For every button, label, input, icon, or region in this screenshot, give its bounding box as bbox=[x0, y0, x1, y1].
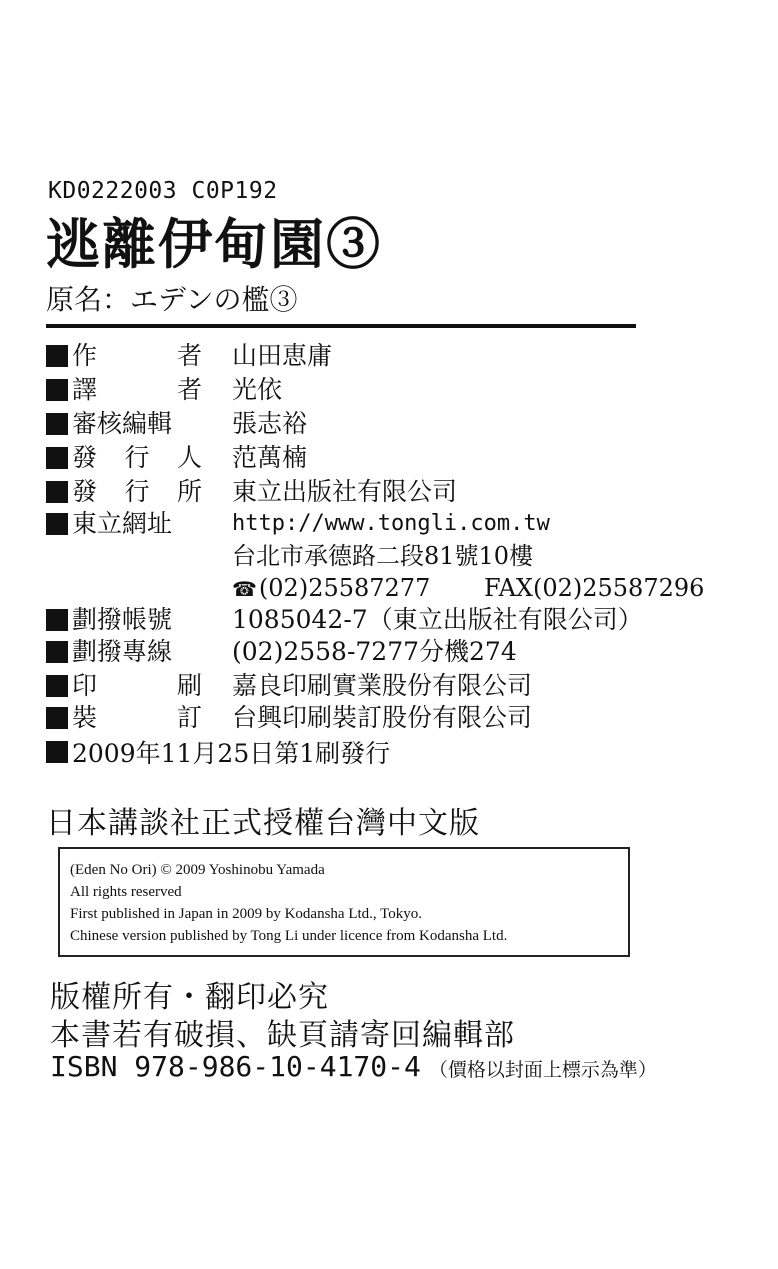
credit-label: 審核編輯 bbox=[72, 409, 173, 438]
rights-reserved: 版權所有・翻印必究 bbox=[50, 980, 329, 1015]
credit-label: 裝 訂 bbox=[72, 703, 202, 732]
isbn-number: ISBN 978-986-10-4170-4 bbox=[50, 1050, 421, 1083]
credit-label: 發 行 人 bbox=[72, 443, 202, 472]
credit-label: 劃撥帳號 bbox=[72, 605, 173, 634]
copyright-line: All rights reserved bbox=[70, 884, 182, 900]
credit-value: 張志裕 bbox=[232, 409, 308, 438]
credit-value: 山田恵庸 bbox=[232, 341, 333, 370]
credit-label: 作 者 bbox=[72, 341, 202, 370]
damage-return-note: 本書若有破損、缺頁請寄回編輯部 bbox=[50, 1018, 515, 1053]
bullet-square bbox=[46, 675, 68, 697]
isbn-line bbox=[50, 1050, 657, 1083]
license-note: 日本講談社正式授權台灣中文版 bbox=[46, 806, 480, 841]
phone-number: (02)25587277 bbox=[258, 574, 431, 602]
credit-label: 譯 者 bbox=[72, 375, 202, 404]
address-line: 台北市承德路二段81號10樓 bbox=[232, 542, 534, 570]
credit-value: (02)2558-7277分機274 bbox=[232, 637, 517, 666]
credit-value: 1085042-7（東立出版社有限公司） bbox=[232, 605, 643, 634]
product-code: KD0222003 C0P192 bbox=[48, 178, 278, 204]
bullet-square bbox=[46, 741, 68, 763]
fax-number: FAX(02)25587296 bbox=[484, 574, 705, 602]
bullet-square bbox=[46, 481, 68, 503]
credit-value: 東立出版社有限公司 bbox=[232, 477, 458, 506]
bullet-square bbox=[46, 609, 68, 631]
credit-value: 台興印刷裝訂股份有限公司 bbox=[232, 703, 533, 732]
credit-label: 印 刷 bbox=[72, 671, 202, 700]
credit-label: 發 行 所 bbox=[72, 477, 202, 506]
contact-line bbox=[232, 572, 705, 604]
bullet-square bbox=[46, 641, 68, 663]
bullet-square bbox=[46, 345, 68, 367]
credit-label: 東立網址 bbox=[72, 509, 173, 538]
credit-value: 嘉良印刷實業股份有限公司 bbox=[232, 671, 533, 700]
book-title: 逃離伊甸園③ bbox=[46, 212, 382, 276]
credit-value: 范萬楠 bbox=[232, 443, 308, 472]
original-title: 原名：エデンの檻③ bbox=[46, 283, 298, 316]
bullet-square bbox=[46, 379, 68, 401]
bullet-square bbox=[46, 447, 68, 469]
website-url[interactable]: http://www.tongli.com.tw bbox=[232, 511, 550, 536]
bullet-square bbox=[46, 413, 68, 435]
copyright-line: Chinese version published by Tong Li under licence from Kodansha Ltd. bbox=[70, 928, 508, 944]
bullet-square bbox=[46, 513, 68, 535]
copyright-line: (Eden No Ori) © 2009 Yoshinobu Yamada bbox=[70, 862, 325, 878]
bullet-square bbox=[46, 707, 68, 729]
telephone-icon: ☎ bbox=[232, 577, 257, 601]
publish-date-row bbox=[46, 734, 390, 770]
credit-label: 劃撥專線 bbox=[72, 637, 173, 666]
credit-value: 光依 bbox=[232, 375, 283, 404]
copyright-box bbox=[58, 847, 630, 957]
publish-date: 2009年11月25日第1刷發行 bbox=[72, 739, 391, 768]
copyright-line: First published in Japan in 2009 by Kodansha Ltd., Tokyo. bbox=[70, 906, 422, 922]
title-divider bbox=[46, 324, 636, 328]
price-note: （價格以封面上標示為準） bbox=[428, 1059, 657, 1081]
